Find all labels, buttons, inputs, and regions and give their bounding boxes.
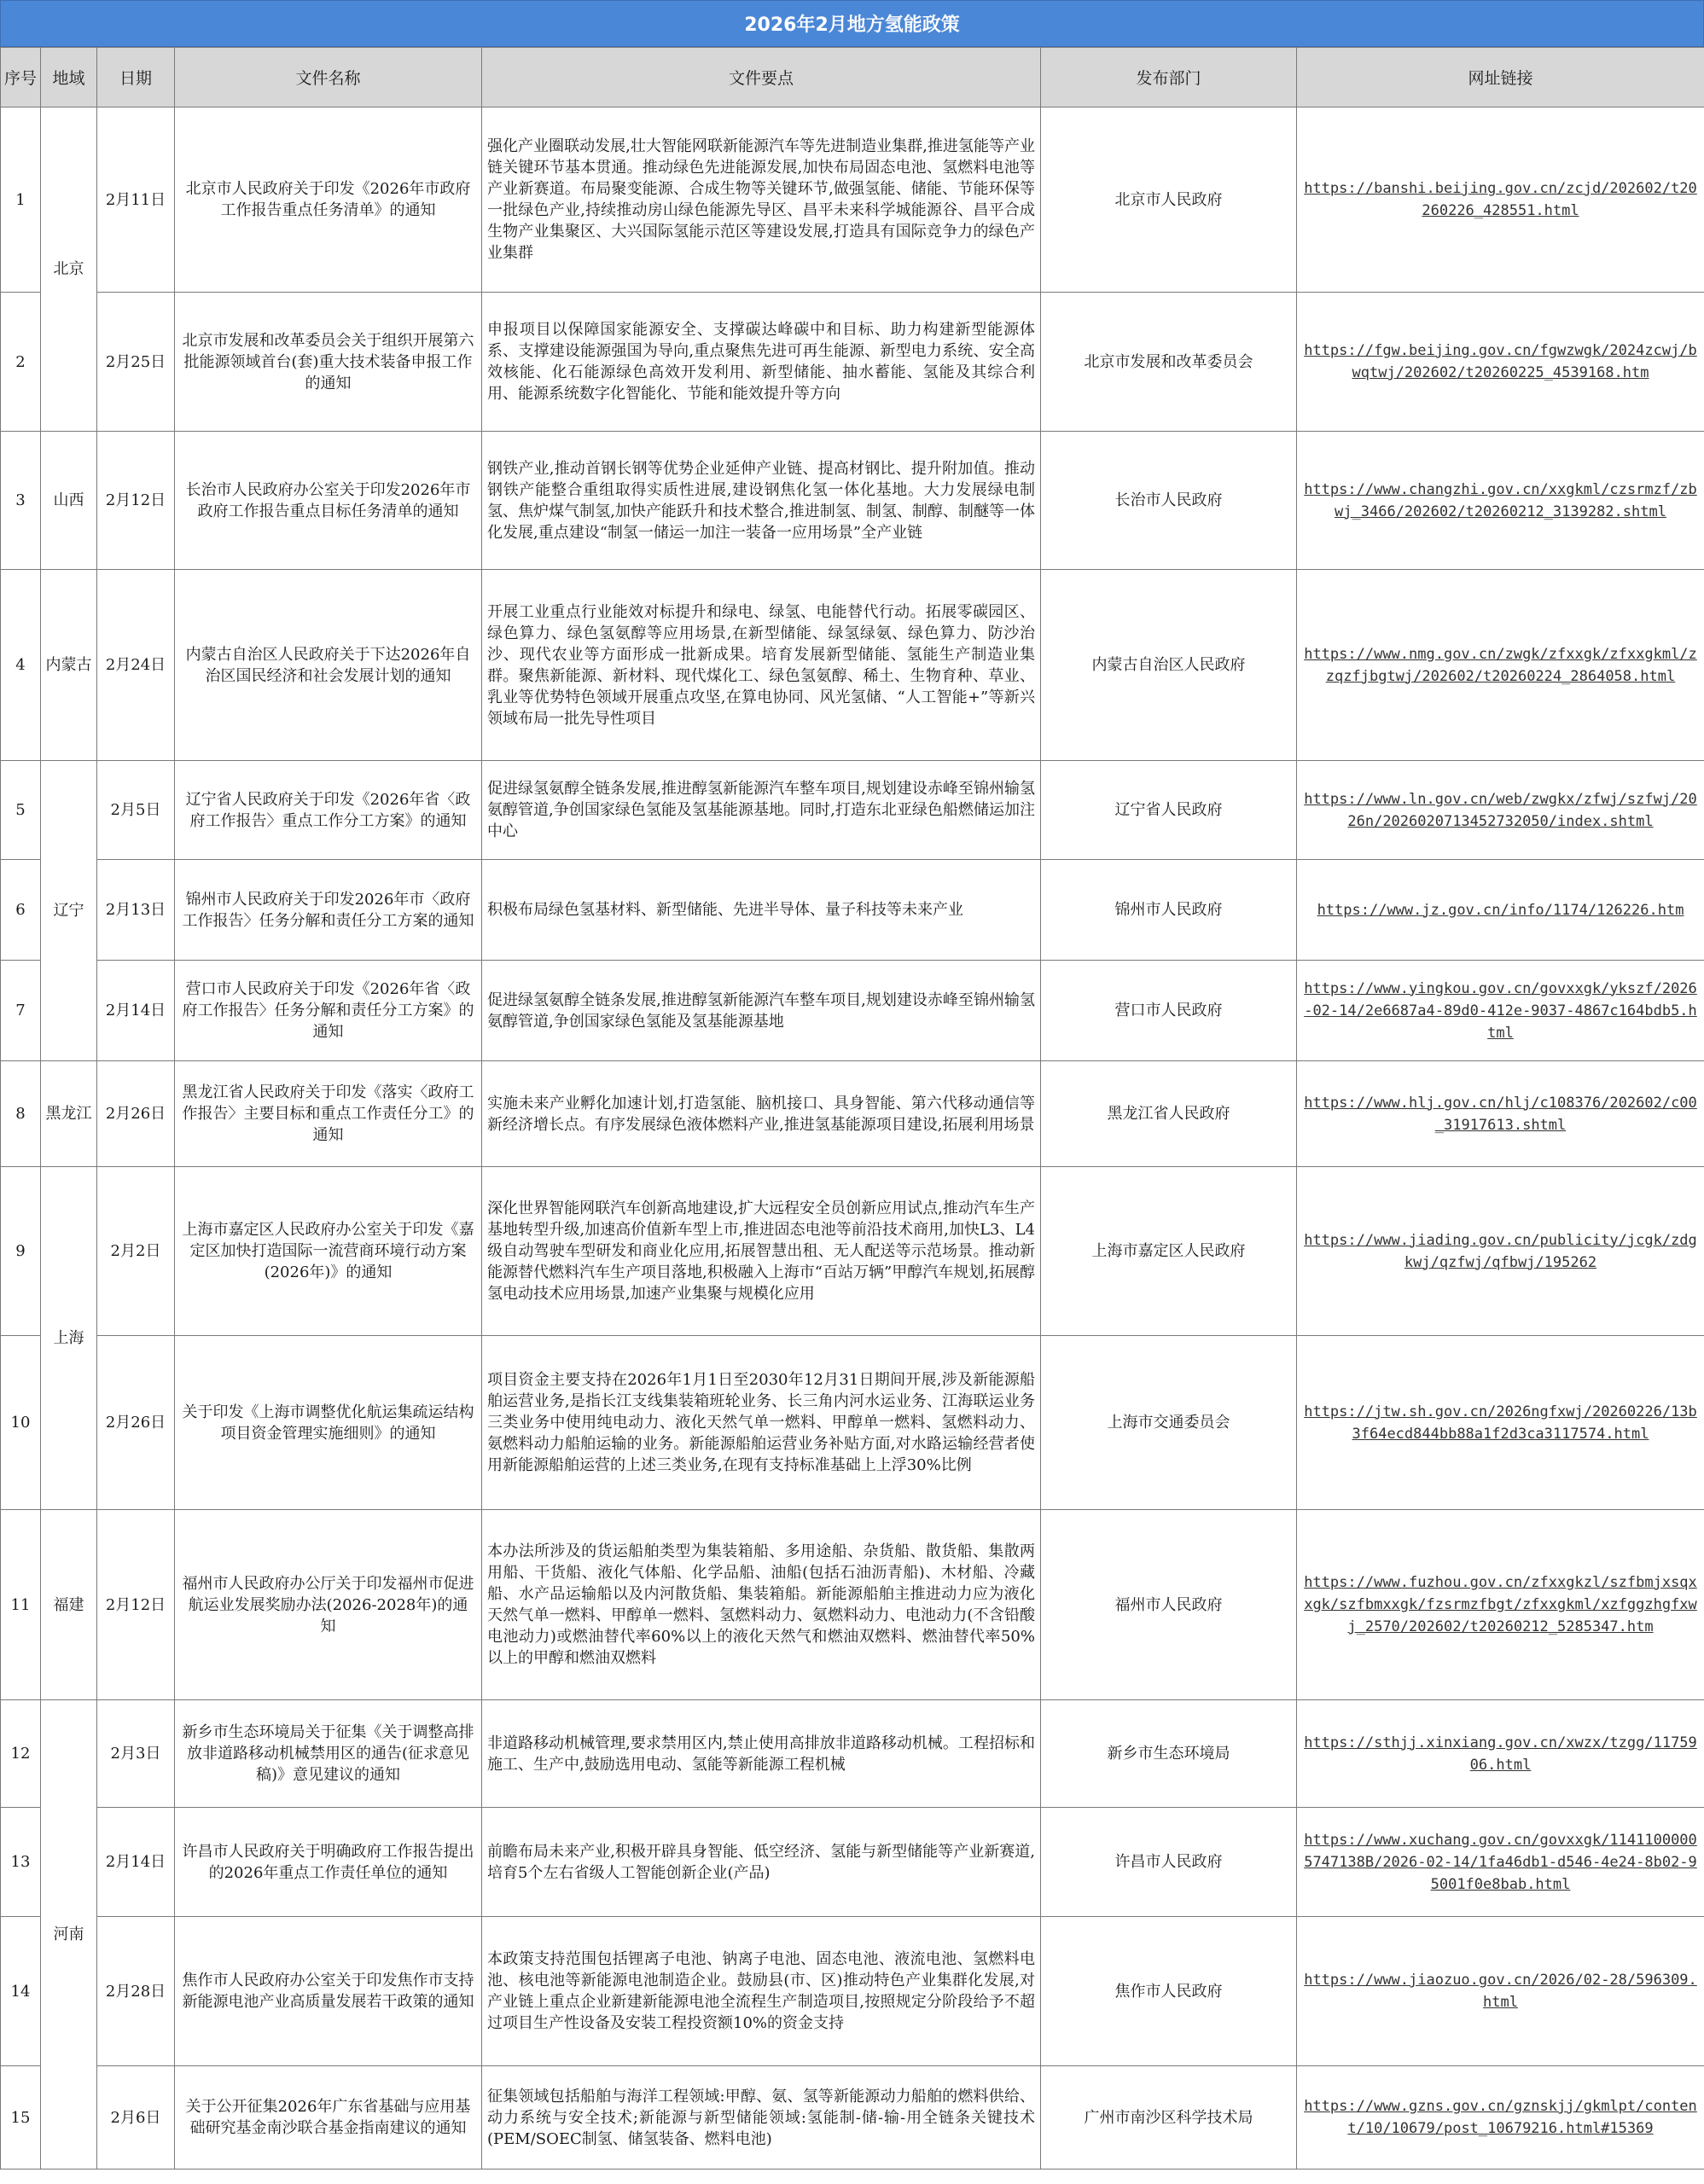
table-row: [1, 1917, 1704, 2066]
row-doc-name: 黑龙江省人民政府关于印发《落实〈政府工作报告〉主要目标和重点工作责任分工》的通知: [175, 1061, 482, 1167]
header-department: 发布部门: [1041, 48, 1297, 107]
row-doc-name: 上海市嘉定区人民政府办公室关于印发《嘉定区加快打造国际一流营商环境行动方案(2026年)》的通知: [175, 1167, 482, 1336]
row-doc-name: 新乡市生态环境局关于征集《关于调整高排放非道路移动机械禁用区的通告(征求意见稿)》意见建议的通知: [175, 1700, 482, 1808]
row-url-link[interactable]: https://www.jiaozuo.gov.cn/2026/02-28/596309.html: [1304, 1972, 1697, 2011]
row-date: 2月14日: [97, 1808, 175, 1917]
row-date: 2月26日: [97, 1061, 175, 1167]
row-url-link[interactable]: https://jtw.sh.gov.cn/2026ngfxwj/20260226/13b3f64ecd844bb88a1f2d3ca3117574.html: [1304, 1403, 1697, 1443]
table-row: [1, 2066, 1704, 2169]
row-department: 长治市人民政府: [1041, 432, 1297, 570]
row-index: 3: [1, 432, 41, 570]
row-date: 2月3日: [97, 1700, 175, 1808]
row-date: 2月12日: [97, 1510, 175, 1700]
row-department: 辽宁省人民政府: [1041, 761, 1297, 860]
table-row: [1, 1061, 1704, 1167]
row-url-link[interactable]: https://sthjj.xinxiang.gov.cn/xwzx/tzgg/1175906.html: [1304, 1734, 1697, 1774]
row-doc-name: 许昌市人民政府关于明确政府工作报告提出的2026年重点工作责任单位的通知: [175, 1808, 482, 1917]
row-date: 2月5日: [97, 761, 175, 860]
table-row: [1, 761, 1704, 860]
row-url-link[interactable]: https://fgw.beijing.gov.cn/fgwzwgk/2024zcwj/bwqtwj/202602/t20260225_4539168.htm: [1304, 342, 1697, 381]
row-url-link[interactable]: https://www.ln.gov.cn/web/zwgkx/zfwj/szfwj/2026n/2026020713452732050/index.shtml: [1304, 790, 1697, 830]
row-index: 14: [1, 1917, 41, 2066]
table-row: [1, 432, 1704, 570]
row-department: 北京市人民政府: [1041, 107, 1297, 293]
row-date: 2月25日: [97, 293, 175, 432]
row-index: 13: [1, 1808, 41, 1917]
row-department: 上海市嘉定区人民政府: [1041, 1167, 1297, 1336]
region-cell: 黑龙江: [41, 1061, 97, 1167]
row-department: 上海市交通委员会: [1041, 1336, 1297, 1510]
row-url-link[interactable]: https://www.nmg.gov.cn/zwgk/zfxxgk/zfxxgkml/zzqzfjbgtwj/202602/t20260224_2864058.html: [1304, 645, 1697, 685]
row-url-link[interactable]: https://www.jz.gov.cn/info/1174/126226.htm: [1317, 901, 1684, 919]
row-date: 2月14日: [97, 961, 175, 1061]
row-date: 2月12日: [97, 432, 175, 570]
policy-table: [0, 47, 1704, 2169]
row-doc-name: 营口市人民政府关于印发《2026年省〈政府工作报告〉任务分解和责任分工方案》的通知: [175, 961, 482, 1061]
row-date: 2月6日: [97, 2066, 175, 2169]
row-key-points: 非道路移动机械管理,要求禁用区内,禁止使用高排放非道路移动机械。工程招标和施工、生产中,鼓励选用电动、氢能等新能源工程机械: [482, 1700, 1041, 1808]
table-row: [1, 293, 1704, 432]
row-doc-name: 长治市人民政府办公室关于印发2026年市政府工作报告重点目标任务清单的通知: [175, 432, 482, 570]
row-doc-name: 辽宁省人民政府关于印发《2026年省〈政府工作报告〉重点工作分工方案》的通知: [175, 761, 482, 860]
table-row: [1, 1336, 1704, 1510]
row-key-points: 强化产业圈联动发展,壮大智能网联新能源汽车等先进制造业集群,推进氢能等产业链关键环节基本贯通。推动绿色先进能源发展,加快布局固态电池、氢燃料电池等产业新赛道。布局聚变能源、合成生物等关键环节,做强氢能、储能、节能环保等一批绿色产业,持续推动房山绿色能源先导区、昌平未来科学城能源谷、昌平合成生物产业集聚区、大兴国际氢能示范区等建设发展,打造具有国际竞争力的绿色产业集群: [482, 107, 1041, 293]
row-key-points: 本办法所涉及的货运船舶类型为集装箱船、多用途船、杂货船、散货船、集散两用船、干货船、液化气体船、化学品船、油船(包括石油沥青船)、木材船、冷藏船、水产品运输船以及内河散货船、集装箱船。新能源船舶主推进动力应为液化天然气单一燃料、甲醇单一燃料、氢燃料动力、氨燃料动力、电池动力(不含铅酸电池动力)或燃油替代率60%以上的液化天然气和燃油双燃料、燃油替代率50%以上的甲醇和燃油双燃料: [482, 1510, 1041, 1700]
row-index: 1: [1, 107, 41, 293]
row-index: 4: [1, 570, 41, 761]
header-region: 地域: [41, 48, 97, 107]
row-index: 2: [1, 293, 41, 432]
table-row: [1, 860, 1704, 961]
header-key-points: 文件要点: [482, 48, 1041, 107]
row-key-points: 申报项目以保障国家能源安全、支撑碳达峰碳中和目标、助力构建新型能源体系、支撑建设能源强国为导向,重点聚焦先进可再生能源、新型电力系统、安全高效核能、化石能源绿色高效开发利用、新型储能、抽水蓄能、氢能及其综合利用、能源系统数字化智能化、节能和能效提升等方向: [482, 293, 1041, 432]
row-doc-name: 关于公开征集2026年广东省基础与应用基础研究基金南沙联合基金指南建议的通知: [175, 2066, 482, 2169]
row-key-points: 积极布局绿色氢基材料、新型储能、先进半导体、量子科技等未来产业: [482, 860, 1041, 961]
header-date: 日期: [97, 48, 175, 107]
row-key-points: 钢铁产业,推动首钢长钢等优势企业延伸产业链、提高材钢比、提升附加值。推动钢铁产能整合重组取得实质性进展,建设钢焦化氢一体化基地。大力发展绿电制氢、焦炉煤气制氢,加快产能跃升和技术整合,推进制氢、制氢、制醇、制醚等一体化发展,重点建设“制氢一储运一加注一装备一应用场景”全产业链: [482, 432, 1041, 570]
row-date: 2月2日: [97, 1167, 175, 1336]
row-date: 2月26日: [97, 1336, 175, 1510]
row-doc-name: 北京市发展和改革委员会关于组织开展第六批能源领域首台(套)重大技术装备申报工作的通知: [175, 293, 482, 432]
header-url: 网址链接: [1297, 48, 1704, 107]
row-key-points: 本政策支持范围包括锂离子电池、钠离子电池、固态电池、液流电池、氢燃料电池、核电池等新能源电池制造企业。鼓励县(市、区)推动特色产业集群化发展,对产业链上重点企业新建新能源电池全流程生产制造项目,按照规定分阶段给予不超过项目生产性设备及安装工程投资额10%的资金支持: [482, 1917, 1041, 2066]
row-department: 黑龙江省人民政府: [1041, 1061, 1297, 1167]
row-department: 北京市发展和改革委员会: [1041, 293, 1297, 432]
row-date: 2月13日: [97, 860, 175, 961]
row-department: 锦州市人民政府: [1041, 860, 1297, 961]
row-doc-name: 焦作市人民政府办公室关于印发焦作市支持新能源电池产业高质量发展若干政策的通知: [175, 1917, 482, 2066]
region-cell: 山西: [41, 432, 97, 570]
row-index: 9: [1, 1167, 41, 1336]
row-department: 焦作市人民政府: [1041, 1917, 1297, 2066]
row-url-link[interactable]: https://www.changzhi.gov.cn/xxgkml/czsrmzf/zbwj_3466/202602/t20260212_3139282.shtml: [1304, 480, 1697, 520]
row-index: 11: [1, 1510, 41, 1700]
row-department: 新乡市生态环境局: [1041, 1700, 1297, 1808]
sheet-title: 2026年2月地方氢能政策: [0, 0, 1704, 47]
row-department: 广州市南沙区科学技术局: [1041, 2066, 1297, 2169]
row-key-points: 征集领域包括船舶与海洋工程领域:甲醇、氨、氢等新能源动力船舶的燃料供给、动力系统与安全技术;新能源与新型储能领域:氢能制-储-输-用全链条关键技术(PEM/SOEC制氢、储氢装备、燃料电池): [482, 2066, 1041, 2169]
row-index: 15: [1, 2066, 41, 2169]
row-department: 营口市人民政府: [1041, 961, 1297, 1061]
row-index: 6: [1, 860, 41, 961]
row-doc-name: 锦州市人民政府关于印发2026年市〈政府工作报告〉任务分解和责任分工方案的通知: [175, 860, 482, 961]
row-department: 许昌市人民政府: [1041, 1808, 1297, 1917]
row-url-link[interactable]: https://www.xuchang.gov.cn/govxxgk/11411000005747138B/2026-02-14/1fa46db1-d546-4e24-8b02-95001f0e8bab.html: [1304, 1831, 1697, 1893]
row-doc-name: 北京市人民政府关于印发《2026年市政府工作报告重点任务清单》的通知: [175, 107, 482, 293]
row-index: 10: [1, 1336, 41, 1510]
row-key-points: 前瞻布局未来产业,积极开辟具身智能、低空经济、氢能与新型储能等产业新赛道,培育5个左右省级人工智能创新企业(产品): [482, 1808, 1041, 1917]
row-key-points: 开展工业重点行业能效对标提升和绿电、绿氢、电能替代行动。拓展零碳园区、绿色算力、绿色氢氨醇等应用场景,在新型储能、绿氢绿氨、绿色算力、防沙治沙、现代农业等方面形成一批新成果。培育发展新型储能、氢能生产制造业集群。聚焦新能源、新材料、现代煤化工、绿色氢氨醇、稀土、生物育种、草业、乳业等优势特色领域开展重点攻坚,在算电协同、风光氢储、“人工智能+”等新兴领域布局一批先导性项目: [482, 570, 1041, 761]
region-cell: 北京: [41, 107, 97, 432]
row-key-points: 实施未来产业孵化加速计划,打造氢能、脑机接口、具身智能、第六代移动通信等新经济增长点。有序发展绿色液体燃料产业,推进氢基能源项目建设,拓展利用场景: [482, 1061, 1041, 1167]
row-url-link[interactable]: https://www.yingkou.gov.cn/govxxgk/ykszf/2026-02-14/2e6687a4-89d0-412e-9037-4867c164bdb5.html: [1304, 979, 1697, 1042]
row-url-link[interactable]: https://banshi.beijing.gov.cn/zcjd/202602/t20260226_428551.html: [1304, 180, 1697, 219]
table-row: [1, 107, 1704, 293]
table-row: [1, 1167, 1704, 1336]
region-cell: 内蒙古: [41, 570, 97, 761]
row-doc-name: 内蒙古自治区人民政府关于下达2026年自治区国民经济和社会发展计划的通知: [175, 570, 482, 761]
row-date: 2月28日: [97, 1917, 175, 2066]
row-key-points: 促进绿氢氨醇全链条发展,推进醇氢新能源汽车整车项目,规划建设赤峰至锦州输氢氨醇管道,争创国家绿色氢能及氢基能源基地。同时,打造东北亚绿色船燃储运加注中心: [482, 761, 1041, 860]
row-doc-name: 福州市人民政府办公厅关于印发福州市促进航运业发展奖励办法(2026-2028年)的通知: [175, 1510, 482, 1700]
row-url-link[interactable]: https://www.jiading.gov.cn/publicity/jcgk/zdgkwj/qzfwj/qfbwj/195262: [1304, 1231, 1697, 1271]
region-cell: 河南: [41, 1700, 97, 2169]
region-cell: 福建: [41, 1510, 97, 1700]
row-url-link[interactable]: https://www.hlj.gov.cn/hlj/c108376/202602/c00_31917613.shtml: [1304, 1094, 1697, 1134]
row-url-link[interactable]: https://www.gzns.gov.cn/gznskjj/gkmlpt/content/10/10679/post_10679216.html#15369: [1304, 2098, 1697, 2137]
table-row: [1, 961, 1704, 1061]
table-header-row: [1, 48, 1704, 107]
row-index: 8: [1, 1061, 41, 1167]
row-date: 2月24日: [97, 570, 175, 761]
row-doc-name: 关于印发《上海市调整优化航运集疏运结构项目资金管理实施细则》的通知: [175, 1336, 482, 1510]
row-department: 内蒙古自治区人民政府: [1041, 570, 1297, 761]
row-key-points: 深化世界智能网联汽车创新高地建设,扩大远程安全员创新应用试点,推动汽车生产基地转型升级,加速高价值新车型上市,推进固态电池等前沿技术商用,加快L3、L4级自动驾驶车型研发和商业化应用,拓展智慧出租、无人配送等示范场景。推动新能源替代燃料汽车生产项目落地,积极融入上海市“百站万辆”甲醇汽车规划,拓展醇氢电动技术应用场景,加速产业集聚与规模化应用: [482, 1167, 1041, 1336]
region-cell: 辽宁: [41, 761, 97, 1061]
row-index: 5: [1, 761, 41, 860]
table-row: [1, 1700, 1704, 1808]
header-doc-name: 文件名称: [175, 48, 482, 107]
table-row: [1, 1808, 1704, 1917]
row-key-points: 项目资金主要支持在2026年1月1日至2030年12月31日期间开展,涉及新能源船舶运营业务,是指长江支线集装箱班轮业务、长三角内河水运业务、江海联运业务三类业务中使用纯电动力、液化天然气单一燃料、甲醇单一燃料、氢燃料动力、氨燃料动力船舶运输的业务。新能源船舶运营业务补贴方面,对水路运输经营者使用新能源船舶运营的上述三类业务,在现有支持标准基础上上浮30%比例: [482, 1336, 1041, 1510]
row-index: 7: [1, 961, 41, 1061]
row-department: 福州市人民政府: [1041, 1510, 1297, 1700]
header-index: 序号: [1, 48, 41, 107]
table-row: [1, 1510, 1704, 1700]
row-date: 2月11日: [97, 107, 175, 293]
row-url-link[interactable]: https://www.fuzhou.gov.cn/zfxxgkzl/szfbmjxsqxxgk/szfbmxxgk/fzsrmzfbgt/zfxxgkml/xzfggzhgfxwj_2570/202602/t20260212_5285347.htm: [1304, 1574, 1697, 1635]
row-index: 12: [1, 1700, 41, 1808]
table-row: [1, 570, 1704, 761]
row-key-points: 促进绿氢氨醇全链条发展,推进醇氢新能源汽车整车项目,规划建设赤峰至锦州输氢氨醇管道,争创国家绿色氢能及氢基能源基地: [482, 961, 1041, 1061]
region-cell: 上海: [41, 1167, 97, 1510]
